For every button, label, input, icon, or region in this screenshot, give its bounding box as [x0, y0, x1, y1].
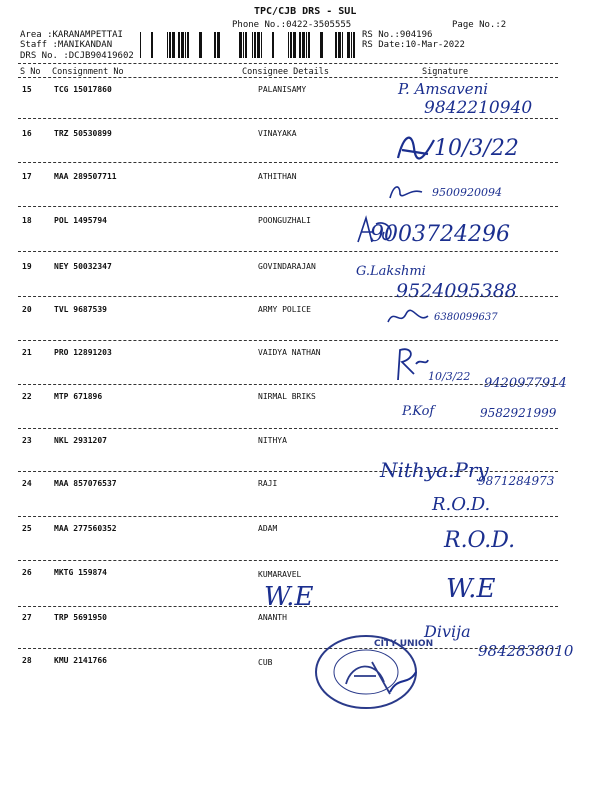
- signature-date: 10/3/22: [428, 370, 471, 383]
- signature-phone: 6380099637: [434, 312, 498, 323]
- row-consignment: NEY 50032347: [54, 262, 112, 271]
- signature-scribble: [392, 344, 432, 384]
- row-consignee: KUMARAVEL: [258, 570, 302, 579]
- signature-text: P. Amsaveni: [398, 80, 489, 98]
- row-sno: 24: [22, 479, 32, 488]
- row-consignment: TRZ 50530899: [54, 129, 112, 138]
- row-consignee: CUB: [258, 658, 273, 667]
- rs-number: RS No.:904196: [362, 30, 433, 40]
- row-consignment: TVL 9687539: [54, 305, 107, 314]
- bank-stamp: [312, 632, 434, 714]
- row-sno: 15: [22, 85, 32, 94]
- row-sno: 28: [22, 656, 32, 665]
- row-divider: [18, 428, 558, 429]
- row-consignee: PALANISAMY: [258, 85, 307, 94]
- row-divider: [18, 296, 558, 297]
- signature-scribble: [386, 180, 426, 204]
- row-sno: 27: [22, 613, 32, 622]
- column-consignment: Consignment No: [52, 67, 124, 77]
- signature-text: W.E: [264, 582, 314, 612]
- row-consignee: ARMY POLICE: [258, 305, 311, 314]
- row-consignment: TCG 15017860: [54, 85, 112, 94]
- stamp-text: CITY UNION: [374, 639, 434, 649]
- row-sno: 21: [22, 348, 32, 357]
- document-title: TPC/CJB DRS - SUL: [254, 6, 357, 17]
- row-consignment: MAA 289507711: [54, 172, 117, 181]
- row-consignment: PRO 12891203: [54, 348, 112, 357]
- row-sno: 20: [22, 305, 32, 314]
- signature-phone: 9003724296: [370, 222, 510, 247]
- row-sno: 18: [22, 216, 32, 225]
- row-consignee: VAIDYA NATHAN: [258, 348, 321, 357]
- column-consignee: Consignee Details: [242, 67, 329, 77]
- signature-phone: 9524095388: [396, 280, 517, 302]
- barcode-left: [140, 32, 220, 58]
- signature-phone: 9842838010: [478, 642, 574, 660]
- row-sno: 17: [22, 172, 32, 181]
- row-sno: 26: [22, 568, 32, 577]
- row-consignment: TRP 5691950: [54, 613, 107, 622]
- rs-date: RS Date:10-Mar-2022: [362, 40, 465, 50]
- phone-number: Phone No.:0422-3505555: [232, 20, 352, 30]
- row-consignee: GOVINDARAJAN: [258, 262, 316, 271]
- column-sno: S No: [20, 67, 41, 77]
- signature-phone: 9582921999: [480, 406, 557, 420]
- row-divider: [18, 516, 558, 517]
- signature-text: R.O.D.: [432, 494, 491, 515]
- staff-label: Staff :MANIKANDAN: [20, 40, 113, 50]
- row-divider: [18, 606, 558, 607]
- row-consignee: NITHYA: [258, 436, 287, 445]
- signature-phone: 9500920094: [432, 186, 502, 199]
- signature-phone: 9842210940: [424, 98, 533, 118]
- row-divider: [18, 206, 558, 207]
- row-consignment: NKL 2931207: [54, 436, 107, 445]
- signature-text: Nithya.Pry: [380, 458, 489, 482]
- header-divider: [18, 63, 558, 64]
- row-divider: [18, 118, 558, 119]
- signature-scribble: [384, 306, 432, 330]
- signature-text: R.O.D.: [444, 528, 516, 553]
- signature-date: 10/3/22: [434, 136, 519, 161]
- row-divider: [18, 340, 558, 341]
- row-consignee: VINAYAKA: [258, 129, 297, 138]
- row-sno: 22: [22, 392, 32, 401]
- row-divider: [18, 162, 558, 163]
- row-consignment: MKTG 159874: [54, 568, 107, 577]
- row-divider: [18, 384, 558, 385]
- row-consignee: ANANTH: [258, 613, 287, 622]
- row-divider: [18, 648, 558, 649]
- signature-phone: 9871284973: [478, 474, 555, 488]
- signature-text: G.Lakshmi: [356, 264, 426, 279]
- page-number: Page No.:2: [452, 20, 507, 30]
- row-consignment: MTP 671896: [54, 392, 103, 401]
- signature-text: P.Kof: [402, 404, 435, 419]
- row-consignment: POL 1495794: [54, 216, 107, 225]
- row-consignment: KMU 2141766: [54, 656, 107, 665]
- row-sno: 16: [22, 129, 32, 138]
- area-label: Area :KARANAMPETTAI: [20, 30, 123, 40]
- signature-phone: 9420977914: [484, 376, 567, 391]
- row-sno: 25: [22, 524, 32, 533]
- row-divider: [18, 251, 558, 252]
- row-consignee: ATHITHAN: [258, 172, 297, 181]
- drs-number: DRS No. :DCJB90419602: [20, 51, 134, 61]
- row-sno: 23: [22, 436, 32, 445]
- column-signature: Signature: [422, 67, 469, 77]
- row-consignee: RAJI: [258, 479, 278, 488]
- row-consignee: ADAM: [258, 524, 278, 533]
- row-consignee: NIRMAL BRIKS: [258, 392, 316, 401]
- signature-text: Divija: [424, 622, 471, 641]
- row-consignment: MAA 857076537: [54, 479, 117, 488]
- row-consignee: POONGUZHALI: [258, 216, 311, 225]
- header-divider-bottom: [18, 77, 558, 78]
- row-sno: 19: [22, 262, 32, 271]
- row-consignment: MAA 277560352: [54, 524, 117, 533]
- row-divider: [18, 560, 558, 561]
- signature-text: W.E: [446, 574, 496, 604]
- barcode-right: [230, 32, 355, 58]
